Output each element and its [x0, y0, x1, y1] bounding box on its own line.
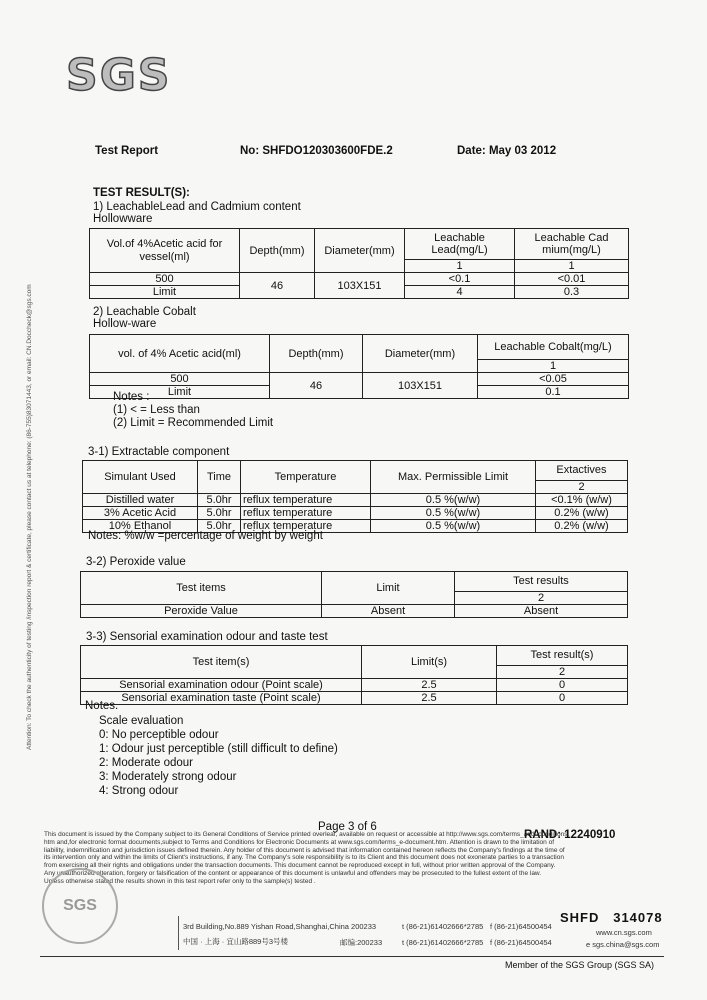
- disclaimer-line: Any unauthorized alteration, forgery or falsification of the content or appearance of this document is unlawful and offenders may be prosecuted to the fullest extent of the law.: [44, 869, 542, 877]
- s31-r2-time: 5.0hr: [198, 507, 241, 520]
- s2-notes-label: Notes :: [113, 391, 150, 403]
- s1-title: 1) LeachableLead and Cadmium content: [93, 201, 301, 213]
- s1-num-cad: 1: [515, 260, 629, 273]
- s33-r2-result: 0: [497, 692, 628, 705]
- s31-h3: Max. Permissible Limit: [371, 461, 536, 494]
- s32-result: Absent: [455, 605, 628, 618]
- s2-table: [89, 334, 629, 399]
- s31-r1-time: 5.0hr: [198, 494, 241, 507]
- s33-r1-limit: 2.5: [362, 679, 497, 692]
- sgs-logo: SGS: [66, 50, 172, 101]
- s31-r3-limit: 0.5 %(w/w): [371, 520, 536, 533]
- report-number: No: SHFDO120303600FDE.2: [240, 145, 393, 157]
- s31-r3-temp: reflux temperature: [241, 520, 371, 533]
- tel-2: t (86-21)61402666*2785: [402, 938, 484, 947]
- s2-sub: Hollow-ware: [93, 318, 157, 330]
- s2-r1-depth: 46: [270, 373, 363, 399]
- s33-notes-label: Notes.: [85, 700, 119, 712]
- s33-table: [80, 645, 628, 705]
- s1-r1-depth: 46: [240, 273, 315, 299]
- footer-rule: [40, 956, 664, 957]
- s31-title: 3-1) Extractable component: [88, 446, 230, 458]
- s31-r2-ext: 0.2% (w/w): [536, 507, 628, 520]
- s1-limit-label: Limit: [90, 286, 240, 299]
- rand-code: RAND: 12240910: [524, 829, 616, 841]
- s31-r3-ext: 0.2% (w/w): [536, 520, 628, 533]
- s31-r2-sim: 3% Acetic Acid: [83, 507, 198, 520]
- s1-h0: Vol.of 4%Acetic acid for vessel(ml): [90, 229, 240, 273]
- s2-r1-dia: 103X151: [363, 373, 478, 399]
- s32-h0: Test items: [81, 572, 322, 605]
- s31-note: Notes: %w/w =percentage of weight by weight: [88, 530, 323, 542]
- fax-2: f (86-21)64500454: [490, 938, 552, 947]
- s1-h2: Diameter(mm): [315, 229, 405, 273]
- s1-sub: Hollowware: [93, 213, 153, 225]
- s32-title: 3-2) Peroxide value: [86, 556, 186, 568]
- email: e sgs.china@sgs.com: [586, 940, 660, 949]
- s33-h1: Limit(s): [362, 646, 497, 679]
- s31-r2-temp: reflux temperature: [241, 507, 371, 520]
- s1-num-lead: 1: [405, 260, 515, 273]
- disclaimer-line: from exercising all their rights and obligations under the transaction documents. This document cannot be reproduced except in full, without prior written approval of the Company.: [44, 862, 556, 870]
- s2-h2: Diameter(mm): [363, 335, 478, 373]
- results-title: TEST RESULT(S):: [93, 187, 190, 199]
- member-note: Member of the SGS Group (SGS SA): [505, 960, 655, 970]
- s33-r2-item: Sensorial examination taste (Point scale): [81, 692, 362, 705]
- s32-h2: Test results: [455, 572, 628, 592]
- s31-r1-sim: Distilled water: [83, 494, 198, 507]
- address-cn: 中国 · 上海 · 宜山路889号3号楼: [183, 937, 289, 946]
- s31-r1-limit: 0.5 %(w/w): [371, 494, 536, 507]
- s1-r1-lead: <0.1: [405, 273, 515, 286]
- s32-item: Peroxide Value: [81, 605, 322, 618]
- s2-r1-vol: 500: [90, 373, 270, 386]
- s2-title: 2) Leachable Cobalt: [93, 306, 196, 318]
- scale-1: 1: Odour just perceptible (still difficult to define): [99, 743, 338, 755]
- disclaimer-line: htm and,for electronic format documents,subject to Terms and Conditions for Electronic Documents at www.sgs.com/terms_e-document.htm. Attention is drawn to the limitation of: [44, 838, 554, 846]
- s1-limit-lead: 4: [405, 286, 515, 299]
- s32-h1: Limit: [322, 572, 455, 605]
- s31-h0: Simulant Used: [83, 461, 198, 494]
- s33-r2-limit: 2.5: [362, 692, 497, 705]
- serial-number: SHFD 314078: [560, 910, 663, 925]
- website: www.cn.sgs.com: [596, 928, 652, 937]
- s33-title: 3-3) Sensorial examination odour and taste test: [86, 631, 328, 643]
- fax-1: f (86-21)64500454: [490, 922, 552, 931]
- s1-limit-cad: 0.3: [515, 286, 629, 299]
- s2-limit-label: Limit: [90, 386, 270, 399]
- s2-note-1: (1) < = Less than: [113, 404, 200, 416]
- s31-r1-temp: reflux temperature: [241, 494, 371, 507]
- s31-r3-sim: 10% Ethanol: [83, 520, 198, 533]
- s31-h1: Time: [198, 461, 241, 494]
- s32-limit: Absent: [322, 605, 455, 618]
- s2-note-2: (2) Limit = Recommended Limit: [113, 417, 274, 429]
- s31-r1-ext: <0.1% (w/w): [536, 494, 628, 507]
- postcode-cn: 邮编:200233: [340, 938, 383, 947]
- disclaimer-line: This document is issued by the Company subject to its General Conditions of Service printed overleaf, available on request or accessible at http://www.sgs.com/terms_and_conditions.: [44, 831, 570, 838]
- s1-h3: Leachable Lead(mg/L): [405, 229, 515, 260]
- s2-r1-cobalt: <0.05: [478, 373, 629, 386]
- footer-divider: [178, 916, 179, 950]
- s31-table: [82, 460, 628, 533]
- page-number: Page 3 of 6: [318, 821, 377, 833]
- s33-r1-item: Sensorial examination odour (Point scale): [81, 679, 362, 692]
- s2-h1: Depth(mm): [270, 335, 363, 373]
- scale-title: Scale evaluation: [99, 715, 184, 727]
- s32-num: 2: [455, 592, 628, 605]
- s1-r1-cad: <0.01: [515, 273, 629, 286]
- s1-h1: Depth(mm): [240, 229, 315, 273]
- scale-2: 2: Moderate odour: [99, 757, 193, 769]
- s2-h3: Leachable Cobalt(mg/L): [478, 335, 629, 360]
- s2-num: 1: [478, 360, 629, 373]
- disclaimer-line: liability, indemnification and jurisdiction issues defined therein. Any holder of this document is advised that information contained hereon reflects the Company's findings at the time of: [44, 846, 565, 854]
- s31-r2-limit: 0.5 %(w/w): [371, 507, 536, 520]
- s31-h4: Extactives: [536, 461, 628, 481]
- s31-num: 2: [536, 481, 628, 494]
- report-label: Test Report: [95, 145, 159, 157]
- scale-0: 0: No perceptible odour: [99, 729, 219, 741]
- s33-h2: Test result(s): [497, 646, 628, 666]
- s1-table: [89, 228, 629, 299]
- address-en: 3rd Building,No.889 Yishan Road,Shanghai,China 200233: [183, 922, 377, 931]
- s31-r3-time: 5.0hr: [198, 520, 241, 533]
- report-date: Date: May 03 2012: [457, 145, 557, 157]
- s2-h0: vol. of 4% Acetic acid(ml): [90, 335, 270, 373]
- disclaimer-line: Unless otherwise stated the results shown in this test report refer only to the sample(s) tested .: [44, 877, 316, 885]
- s33-h0: Test item(s): [81, 646, 362, 679]
- s1-r1-dia: 103X151: [315, 273, 405, 299]
- s33-r1-result: 0: [497, 679, 628, 692]
- sgs-stamp: SGS: [42, 868, 118, 944]
- s33-num: 2: [497, 666, 628, 679]
- s2-limit-cobalt: 0.1: [478, 386, 629, 399]
- side-authenticity-note: Attention: To check the authenticity of testing /inspection report & certificate, please contact us at telephone: (86-755)83071443, or email: CN.Doccheck@sgs.com: [26, 284, 33, 750]
- s1-r1-vol: 500: [90, 273, 240, 286]
- s32-table: [80, 571, 628, 618]
- s31-h2: Temperature: [241, 461, 371, 494]
- disclaimer: [44, 831, 664, 886]
- tel-1: t (86-21)61402666*2785: [402, 922, 484, 931]
- disclaimer-line: its intervention only and within the limits of Client's instructions, if any. The Company's sole responsibility is to its Client and this document does not exonerate parties to a transaction: [44, 854, 564, 862]
- scale-3: 3: Moderately strong odour: [99, 771, 237, 783]
- scale-4: 4: Strong odour: [99, 785, 179, 797]
- s1-h4: Leachable Cad mium(mg/L): [515, 229, 629, 260]
